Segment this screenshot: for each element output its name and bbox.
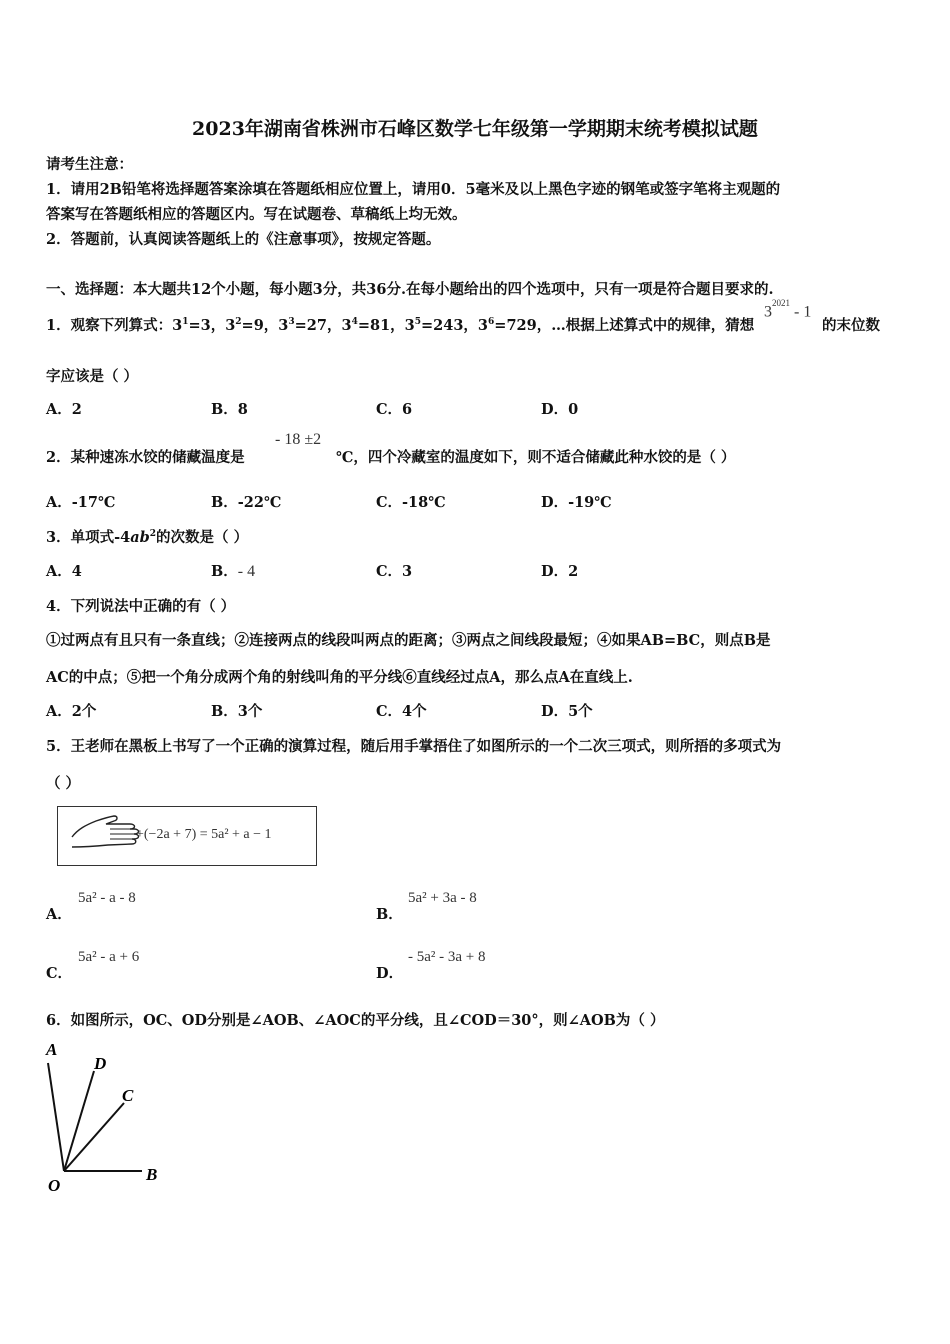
point-c-label: C (122, 1086, 134, 1105)
q5-option-b: 5a² + 3a - 8 (408, 890, 477, 906)
notice-heading: 请考生注意： (46, 156, 133, 173)
hand-figure-expression: +(−2a + 7) = 5a² + a − 1 (136, 827, 272, 842)
q5-option-b-label: B． (376, 906, 403, 923)
q5-option-c: 5a² - a + 6 (78, 949, 140, 965)
q5-option-d-label: D． (376, 965, 404, 982)
notice-line-2: 答案写在答题纸相应的答题区内。写在试题卷、草稿纸上均无效。 (46, 206, 467, 223)
q1-option-b: B．8 (211, 401, 248, 418)
ray-oa (48, 1063, 64, 1171)
section-heading: 一、选择题：本大题共12个小题，每小题3分，共36分.在每小题给出的四个选项中，只有一项是符合题目要求的. (46, 281, 774, 298)
hand-icon (64, 807, 144, 865)
question-2-stem-end: ℃，四个冷藏室的温度如下，则不适合储藏此种水饺的是（ ） (336, 449, 736, 466)
point-b-label: B (146, 1165, 158, 1184)
ray-od (64, 1071, 94, 1171)
q5-option-a: 5a² - a - 8 (78, 890, 136, 906)
q5-option-c-label: C． (46, 965, 73, 982)
q3-option-c: C．3 (376, 563, 413, 580)
q2-option-c: C．-18℃ (376, 494, 446, 511)
q1-option-d: D．0 (541, 401, 579, 418)
question-4-statements-2: AC的中点；⑤把一个角分成两个角的射线叫角的平分线⑥直线经过点A，那么点A在直线上. (46, 669, 633, 686)
question-1-stem-line2: 字应该是（ ） (46, 368, 139, 385)
q3-option-d: D．2 (541, 563, 579, 580)
question-4-statements-1: ①过两点有且只有一条直线；②连接两点的线段叫两点的距离；③两点之间线段最短；④如果AB=BC，则点B是 (46, 632, 771, 649)
point-d-label: D (94, 1054, 107, 1073)
question-6-stem: 6．如图所示，OC、OD分别是∠AOB、∠AOC的平分线，且∠COD＝30°，则∠AOB为（ ） (46, 1012, 665, 1029)
question-5-paren: （ ） (46, 775, 81, 792)
q4-option-b: B．3个 (211, 703, 263, 720)
question-1-stem-end: 的末位数 (822, 317, 880, 334)
q2-option-d: D．-19℃ (541, 494, 612, 511)
point-a-label: A (46, 1040, 58, 1059)
point-o-label: O (48, 1176, 61, 1195)
q3-option-a: A．4 (46, 563, 82, 580)
q4-option-c: C．4个 (376, 703, 427, 720)
q4-option-a: A．2个 (46, 703, 97, 720)
notice-line-3: 2．答题前，认真阅读答题纸上的《注意事项》，按规定答题。 (46, 231, 441, 248)
page-title: 2023年湖南省株洲市石峰区数学七年级第一学期期末统考模拟试题 (192, 118, 758, 140)
q4-option-d: D．5个 (541, 703, 593, 720)
q2-option-a: A．-17℃ (46, 494, 116, 511)
ray-oc (64, 1103, 124, 1171)
hand-figure (57, 806, 317, 866)
question-2-stem: 2．某种速冻水饺的储藏温度是 (46, 449, 245, 466)
question-3-stem: 3．单项式$-4ab^2$的次数是（ ） (46, 529, 249, 546)
q5-option-a-label: A． (46, 906, 72, 923)
q1-option-c: C．6 (376, 401, 413, 418)
question-4-stem: 4．下列说法中正确的有（ ） (46, 598, 236, 615)
question-1-stem: 1．观察下列算式：$3^1=3$，$3^2=9$，$3^3=27$，$3^4=81$，$3^5=243$，$3^6=729$，…根据上述算式中的规律，猜想 (46, 317, 755, 334)
question-2-expression: - 18 ±2 (275, 431, 322, 448)
question-5-stem: 5．王老师在黑板上书写了一个正确的演算过程，随后用手掌捂住了如图所示的一个二次三项式，则所捂的多项式为 (46, 738, 782, 755)
angle-figure (38, 1035, 178, 1195)
notice-line-1: 1．请用2B铅笔将选择题答案涂填在答题纸相应位置上，请用0．5毫米及以上黑色字迹的钢笔或签字笔将主观题的 (46, 181, 781, 198)
question-1-expression: $3^{2021} - 1$ (764, 298, 812, 321)
q5-option-d: - 5a² - 3a + 8 (408, 949, 486, 965)
q1-option-a: A．2 (46, 401, 82, 418)
q2-option-b: B．-22℃ (211, 494, 282, 511)
q3-option-b: B．- 4 (211, 563, 256, 580)
